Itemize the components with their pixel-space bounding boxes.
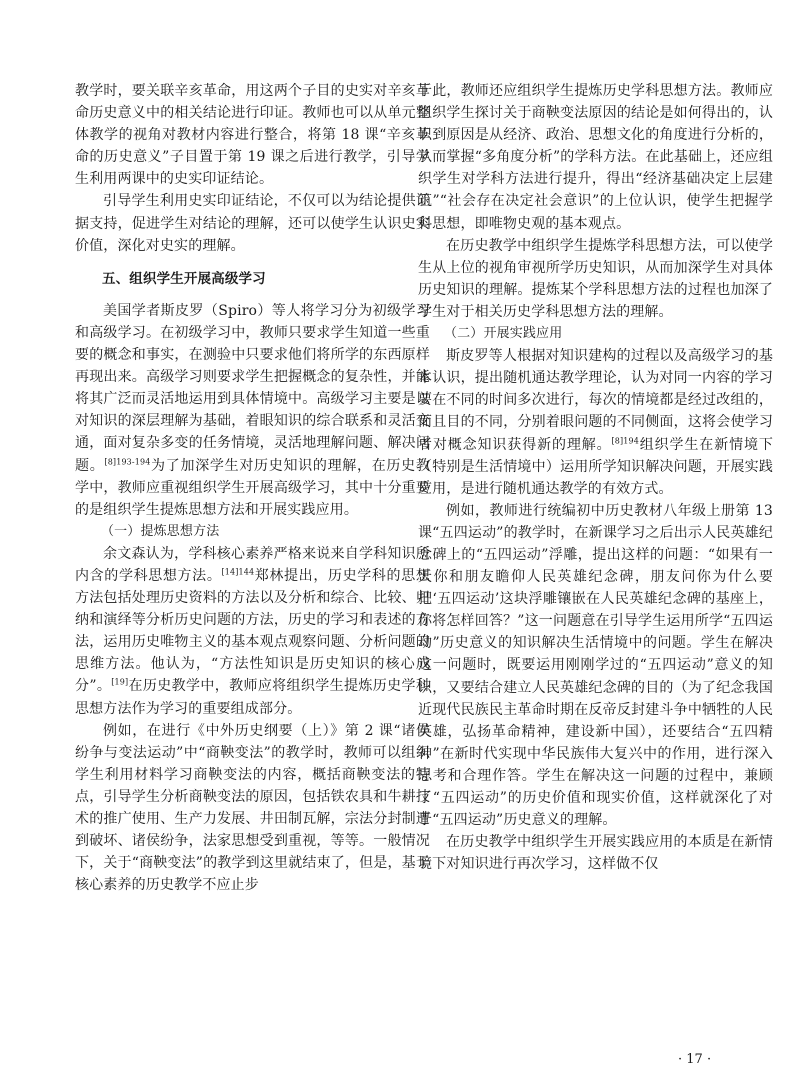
section-heading: 五、组织学生开展高级学习: [102, 270, 266, 287]
paragraph-text: 在历史教学中，教师应将组织学生提炼历史学科思想方法作为学习的重要组成部分。: [75, 678, 430, 717]
paragraph-text: 为了加深学生对历史知识的理解，在历史教学中，教师应重视组织学生开展高级学习，其中十分重要的是组织学生提炼思想方法和开展实践应用。: [75, 457, 430, 518]
right-column: [418, 80, 773, 875]
paragraph-text: 美国学者斯皮罗（Spiro）等人将学习分为初级学习和高级学习。在初级学习中，教师只要求学生知道一些重要的概念和事实，在测验中只要求他们将所学的东西原样再现出来。高级学习则要求学生把握概念的复杂性，并能将其广泛而灵活地运用到具体情境中。高级学习主要是以对知识的深层理解为基础，着眼知识的综合联系和灵活变通，面对复杂多变的任务情境，灵活地理解问题、解决问题。: [75, 302, 430, 474]
paragraph-text: 郑林提出，历史学科的思想方法包括处理历史资料的方法以及分析和综合、比较、归纳和演绎等分析历史问题的方法，历史的学习和表述的方法，运用历史唯物主义的基本观点观察问题、分析问题的思维方法。他认为，“方法性知识是历史知识的核心成分”。: [75, 567, 430, 695]
paragraph: 在历史教学中组织学生开展实践应用的本质是在新情境下对知识进行再次学习，这样做不仅: [418, 834, 773, 873]
left-column: [75, 80, 430, 896]
citation: [8]194: [611, 435, 640, 445]
paragraph: 例如，在进行《中外历史纲要（上）》第 2 课“诸侯纷争与变法运动”中“商鞅变法”的教学时，教师可以组织学生利用材料学习商鞅变法的内容，概括商鞅变法的特点，引导学生分析商鞅变法的原因，包括铁农具和牛耕技术的推广使用、生产力发展、井田制瓦解，宗法分封制遭到破坏、诸侯纷争，法家思想受到重视，等等。一般情况下，关于“商鞅变法”的教学到这里就结束了，但是，基于核心素养的历史教学不应止步: [75, 722, 430, 894]
citation: [8]193-194: [104, 456, 151, 466]
paragraph: 于此，教师还应组织学生提炼历史学科思想方法。教师应组织学生探讨关于商鞅变法原因的结论是如何得出的，认识到原因是从经济、政治、思想文化的角度进行分析的，从而掌握“多角度分析”的学科方法。在此基础上，还应组织学生对学科方法进行提升，得出“经济基础决定上层建筑”“社会存在决定社会意识”的上位认识，使学生把握学科思想，即唯物史观的基本观点。: [418, 83, 773, 232]
paragraph-text: 斯皮罗等人根据对知识建构的过程以及高级学习的基本认识，提出随机通达教学理论，认为对同一内容的学习要在不同的时间多次进行，每次的情境都是经过改组的，而且目的不同，分别着眼问题的不同侧面，这将会使学习者对概念知识获得新的理解。: [418, 348, 773, 453]
paragraph: 教学时，要关联辛亥革命，用这两个子目的史实对辛亥革命历史意义中的相关结论进行印证。教师也可以从单元整体教学的视角对教材内容进行整合，将第 18 课“辛亥革命的历史意义”子目置于第 19 课之后进行教学，引导学生利用两课中的史实印证结论。: [75, 83, 430, 188]
paragraph: [418, 345, 773, 500]
paragraph: [75, 543, 430, 720]
subheading: （二）开展实践应用: [444, 326, 563, 342]
paragraph-text: 余文森认为，学科核心素养严格来说来自学科知识所内含的学科思想方法。: [75, 545, 430, 584]
citation: [19]: [111, 677, 129, 687]
citation: [14]144: [221, 567, 255, 577]
subheading: （一）提炼思想方法: [101, 523, 220, 539]
paragraph: [75, 300, 430, 521]
paragraph: 引导学生利用史实印证结论，不仅可以为结论提供证据支持，促进学生对结论的理解，还可以使学生认识史实价值，深化对史实的理解。: [75, 193, 430, 254]
page-number: · 17 ·: [678, 1052, 712, 1067]
paragraph-text: 组织学生在新情境下（特别是生活情境中）运用所学知识解决问题，开展实践应用，是进行随机通达教学的有效方式。: [418, 436, 773, 497]
paragraph: 在历史教学中组织学生提炼学科思想方法，可以使学生从上位的视角审视所学历史知识，从而加深学生对具体历史知识的理解。提炼某个学科思想方法的过程也加深了学生对于相关历史学科思想方法的理解。: [418, 237, 773, 320]
paragraph: 例如，教师进行统编初中历史教材八年级上册第 13 课“五四运动”的教学时，在新课学习之后出示人民英雄纪念碑上的“五四运动”浮雕，提出这样的问题：“如果有一天你和朋友瞻仰人民英雄纪念碑，朋友问你为什么要把‘五四运动’这块浮雕镶嵌在人民英雄纪念碑的基座上，你将怎样回答？”这一问题意在引导学生运用所学“五四运动”历史意义的知识解决生活情境中的问题。学生在解决这一问题时，既要运用刚刚学过的“五四运动”意义的知识，又要结合建立人民英雄纪念碑的目的（为了纪念我国近现代民族民主革命时期在反帝反封建斗争中牺牲的人民英雄，弘扬革命精神，建设新中国），还要结合“五四精神”在新时代实现中华民族伟大复兴中的作用，进行深入思考和合理作答。学生在解决这一问题的过程中，兼顾了“五四运动”的历史价值和现实价值，这样就深化了对于“五四运动”历史意义的理解。: [418, 502, 773, 829]
